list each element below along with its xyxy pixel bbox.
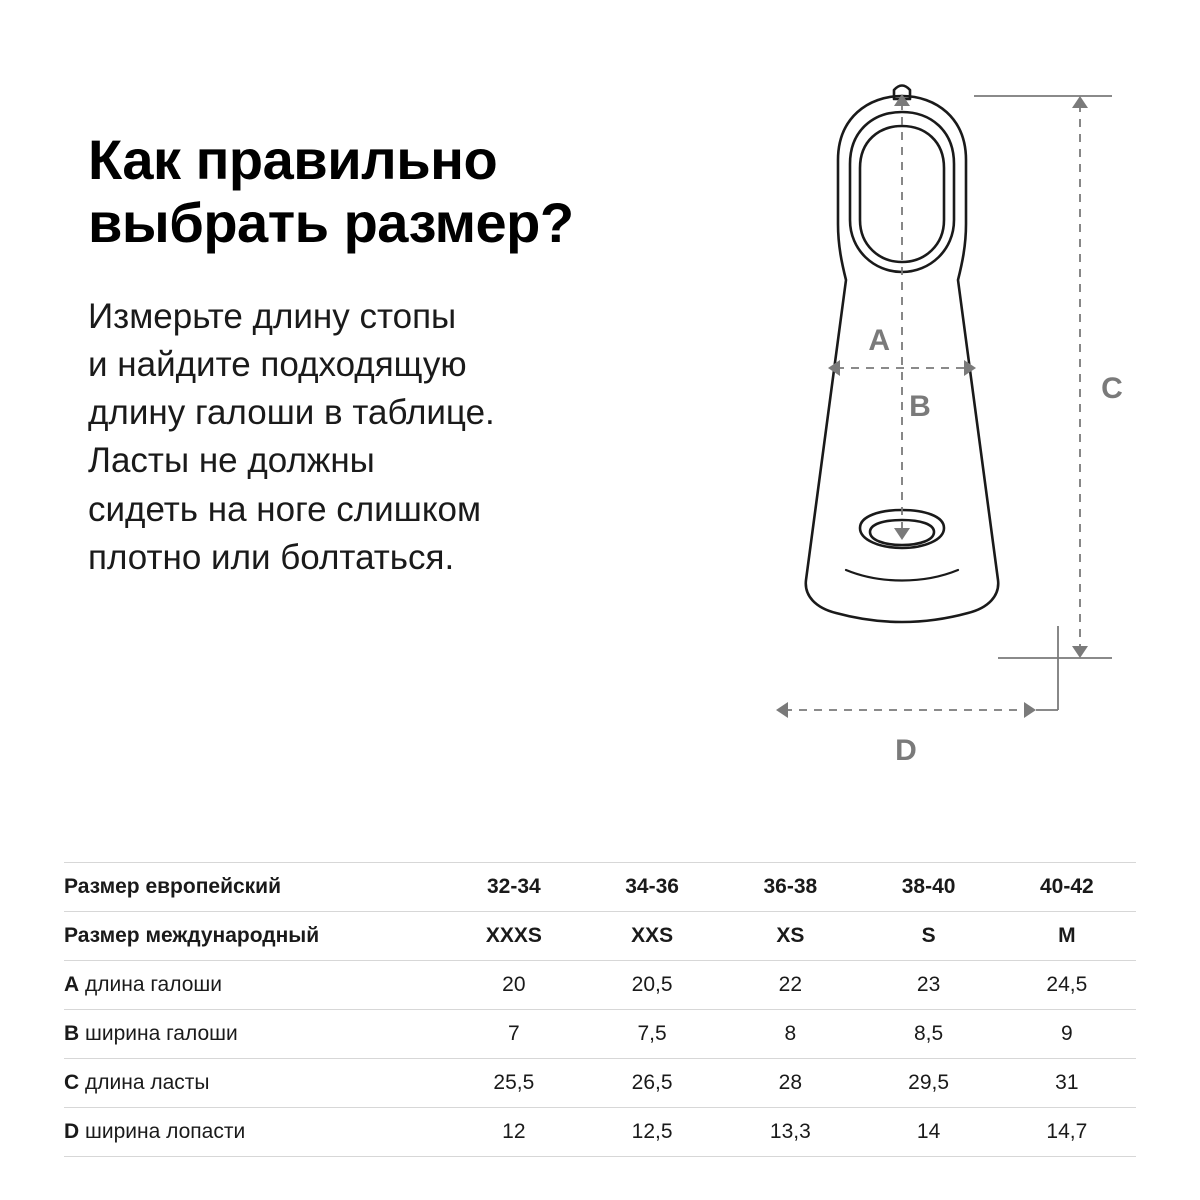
row-label-letter: A [64, 973, 80, 996]
row-label-letter: C [64, 1071, 80, 1094]
row-label-text: длина галоши [79, 973, 222, 996]
row-label: Размер европейский [64, 863, 445, 912]
row-label [64, 1059, 445, 1108]
table-cell: 7 [445, 1010, 583, 1059]
table-cell: 8 [721, 1010, 859, 1059]
table-cell: 20,5 [583, 961, 721, 1010]
dimension-label-c: C [1101, 372, 1123, 405]
table-cell: 25,5 [445, 1059, 583, 1108]
table-row [64, 1108, 1136, 1157]
table-cell: 7,5 [583, 1010, 721, 1059]
row-label-text: ширина галоши [79, 1022, 238, 1045]
table-cell: 22 [721, 961, 859, 1010]
row-label-text: ширина лопасти [79, 1120, 246, 1143]
table-cell: M [998, 912, 1136, 961]
table-cell: 31 [998, 1059, 1136, 1108]
instructions-line: длину галоши в таблице. [88, 393, 495, 433]
dimension-label-a: A [868, 324, 890, 357]
table-row [64, 863, 1136, 912]
table-cell: 32-34 [445, 863, 583, 912]
table-cell: 12,5 [583, 1108, 721, 1157]
page-title: Как правильно выбрать размер? [88, 128, 574, 255]
table-row [64, 1059, 1136, 1108]
instructions-line: Ласты не должны [88, 441, 375, 481]
table-cell: 40-42 [998, 863, 1136, 912]
table-cell: 29,5 [859, 1059, 997, 1108]
table-row [64, 1010, 1136, 1059]
instructions-paragraph [88, 293, 678, 583]
size-table-container [64, 862, 1136, 1157]
table-cell: XS [721, 912, 859, 961]
row-label-letter: B [64, 1022, 80, 1045]
table-cell: 38-40 [859, 863, 997, 912]
table-cell: 13,3 [721, 1108, 859, 1157]
instructions-line: и найдите подходящую [88, 344, 467, 384]
table-cell: 34-36 [583, 863, 721, 912]
size-table [64, 862, 1136, 1157]
table-cell: XXXS [445, 912, 583, 961]
dimension-label-b: B [909, 390, 931, 423]
dimension-label-d: D [895, 734, 917, 767]
table-cell: 9 [998, 1010, 1136, 1059]
instructions-line: Измерьте длину стопы [88, 296, 457, 336]
table-cell: 36-38 [721, 863, 859, 912]
table-cell: 28 [721, 1059, 859, 1108]
row-label-text: длина ласты [79, 1071, 210, 1094]
fin-measurement-diagram [740, 50, 1160, 810]
row-label [64, 961, 445, 1010]
table-row [64, 961, 1136, 1010]
intro-text-block [88, 128, 678, 582]
table-cell: XXS [583, 912, 721, 961]
table-cell: 24,5 [998, 961, 1136, 1010]
instructions-line: сидеть на ноге слишком [88, 489, 482, 529]
instructions-line: плотно или болтаться. [88, 538, 455, 578]
row-label: Размер международный [64, 912, 445, 961]
row-label [64, 1010, 445, 1059]
row-label [64, 1108, 445, 1157]
table-cell: 20 [445, 961, 583, 1010]
table-cell: 23 [859, 961, 997, 1010]
table-cell: 14 [859, 1108, 997, 1157]
row-label-letter: D [64, 1120, 80, 1143]
table-cell: 8,5 [859, 1010, 997, 1059]
table-cell: 26,5 [583, 1059, 721, 1108]
table-cell: 14,7 [998, 1108, 1136, 1157]
table-row [64, 912, 1136, 961]
table-cell: 12 [445, 1108, 583, 1157]
table-cell: S [859, 912, 997, 961]
